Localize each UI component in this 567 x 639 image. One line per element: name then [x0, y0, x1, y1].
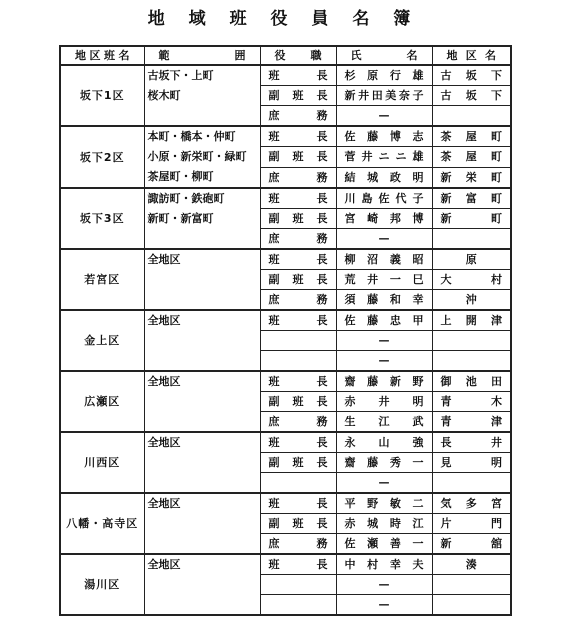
spaced-text: 班 長: [268, 192, 328, 205]
name-cell: [336, 65, 432, 86]
place-cell: 原: [432, 249, 511, 270]
role-cell: [260, 493, 336, 514]
role-cell: [260, 575, 336, 595]
range-cell: [144, 432, 260, 493]
name-cell: —: [336, 473, 432, 494]
range-cell: [144, 493, 260, 554]
range-line: 小原・新栄町・緑町: [147, 150, 247, 163]
table-body: [60, 65, 511, 615]
name-cell: [336, 188, 432, 209]
name-cell: [336, 453, 432, 473]
role-cell: [260, 554, 336, 575]
spaced-text: 荒 井 一 巳: [344, 273, 424, 286]
spaced-text: 古 坂 下: [440, 89, 502, 102]
name-cell: —: [336, 106, 432, 127]
range-cell: [144, 310, 260, 371]
role-cell: [260, 167, 336, 188]
page-title: 地 域 班 役 員 名 簿: [147, 9, 420, 29]
spaced-text: 大 村: [440, 273, 502, 286]
spaced-text: 班 長: [268, 436, 328, 449]
role-cell: [260, 473, 336, 494]
spaced-text: 副 班 長: [268, 212, 328, 225]
spaced-text: 茶 屋 町: [440, 130, 502, 144]
role-cell: [260, 209, 336, 229]
area-cell: 湯川区: [60, 554, 144, 615]
spaced-text: 気 多 宮: [440, 497, 502, 510]
table-row: [60, 126, 511, 147]
spaced-text: 氏 名: [350, 49, 418, 62]
role-cell: [260, 188, 336, 209]
role-cell: [260, 229, 336, 250]
range-line: 新町・新富町: [147, 212, 214, 225]
place-cell: [432, 595, 511, 616]
role-cell: [260, 86, 336, 106]
spaced-text: 新 井 田 美 奈 子: [344, 89, 424, 102]
spaced-text: 柳 沼 義 昭: [344, 253, 424, 266]
role-cell: [260, 106, 336, 127]
place-cell: [432, 65, 511, 86]
range-line: 全地区: [147, 558, 181, 571]
range-line: 全地区: [147, 375, 181, 388]
place-cell: [432, 229, 511, 250]
name-cell: —: [336, 331, 432, 351]
area-cell: 川西区: [60, 432, 144, 493]
spaced-text: 新 富 町: [440, 192, 502, 205]
area-cell: 金上区: [60, 310, 144, 371]
header-range: [144, 46, 260, 65]
role-cell: [260, 331, 336, 351]
range-cell: [144, 371, 260, 432]
table-row: [60, 493, 511, 514]
spaced-text: 中 村 幸 夫: [344, 558, 424, 571]
spaced-text: 地 区 班 名: [75, 49, 130, 62]
place-cell: [432, 167, 511, 188]
area-cell: 広瀬区: [60, 371, 144, 432]
range-line: 本町・橋本・仲町: [147, 130, 236, 143]
place-cell: [432, 493, 511, 514]
name-cell: [336, 310, 432, 331]
place-cell: [432, 575, 511, 595]
area-cell: 坂下3区: [60, 188, 144, 249]
name-cell: —: [336, 229, 432, 250]
place-cell: [432, 453, 511, 473]
role-cell: [260, 270, 336, 290]
table-row: [60, 432, 511, 453]
area-cell: 坂下2区: [60, 126, 144, 188]
role-cell: [260, 290, 336, 311]
place-cell: [432, 270, 511, 290]
role-cell: [260, 453, 336, 473]
place-cell: [432, 86, 511, 106]
table-row: [60, 310, 511, 331]
officer-table: [59, 45, 512, 616]
name-cell: [336, 249, 432, 270]
spaced-text: 副 班 長: [268, 150, 328, 164]
area-cell: 八幡・高寺区: [60, 493, 144, 554]
role-cell: [260, 371, 336, 392]
role-cell: [260, 147, 336, 167]
spaced-text: 副 班 長: [268, 456, 328, 469]
name-cell: [336, 534, 432, 555]
name-cell: [336, 493, 432, 514]
place-cell: [432, 534, 511, 555]
name-cell: [336, 432, 432, 453]
name-cell: [336, 392, 432, 412]
header-place: [432, 46, 511, 65]
role-cell: [260, 65, 336, 86]
spaced-text: 菅 井 ニ ニ 雄: [344, 150, 424, 164]
range-line: 全地区: [147, 436, 181, 449]
spaced-text: 班 長: [268, 558, 328, 571]
name-cell: [336, 554, 432, 575]
range-line: 全地区: [147, 497, 181, 510]
spaced-text: 齋 藤 新 野: [344, 375, 424, 388]
spaced-text: 班 長: [268, 375, 328, 388]
spaced-text: 杉 原 行 雄: [344, 69, 424, 82]
spaced-text: 佐 藤 博 志: [344, 130, 424, 144]
role-cell: [260, 412, 336, 433]
spaced-text: 須 藤 和 幸: [344, 293, 424, 306]
name-cell: [336, 270, 432, 290]
role-cell: [260, 392, 336, 412]
place-cell: [432, 432, 511, 453]
spaced-text: 御 池 田: [440, 375, 502, 388]
role-cell: [260, 249, 336, 270]
spaced-text: 佐 瀬 善 一: [344, 537, 424, 550]
spaced-text: 庶 務: [268, 537, 328, 550]
range-line: 桜木町: [147, 89, 181, 102]
header-area: [60, 46, 144, 65]
spaced-text: 上 開 津: [440, 314, 502, 327]
spaced-text: 役 職: [274, 49, 322, 62]
role-cell: [260, 351, 336, 372]
range-cell: [144, 126, 260, 188]
area-cell: 若宮区: [60, 249, 144, 310]
range-cell: [144, 188, 260, 249]
role-cell: [260, 514, 336, 534]
name-cell: [336, 86, 432, 106]
spaced-text: 庶 務: [268, 170, 328, 184]
spaced-text: 青 津: [440, 415, 502, 428]
spaced-text: 見 明: [440, 456, 502, 469]
table-row: [60, 249, 511, 270]
name-cell: [336, 514, 432, 534]
range-line: 全地区: [147, 314, 181, 327]
place-cell: [432, 514, 511, 534]
name-cell: [336, 290, 432, 311]
spaced-text: 班 長: [268, 314, 328, 327]
spaced-text: 平 野 敏 二: [344, 497, 424, 510]
spaced-text: 長 井: [440, 436, 502, 449]
name-cell: [336, 126, 432, 147]
spaced-text: 副 班 長: [268, 273, 328, 286]
spaced-text: 茶 屋 町: [440, 150, 502, 164]
spaced-text: 新 舘: [440, 537, 502, 550]
spaced-text: 副 班 長: [268, 517, 328, 530]
spaced-text: 副 班 長: [268, 395, 328, 408]
name-cell: [336, 209, 432, 229]
spaced-text: 宮 崎 邦 博: [344, 212, 424, 225]
spaced-text: 結 城 政 明: [344, 170, 424, 184]
name-cell: —: [336, 575, 432, 595]
spaced-text: 班 長: [268, 130, 328, 144]
place-cell: 湊: [432, 554, 511, 575]
place-cell: [432, 209, 511, 229]
area-cell: 坂下1区: [60, 65, 144, 126]
range-line: 古坂下・上町: [147, 69, 214, 82]
spaced-text: 班 長: [268, 69, 328, 82]
spaced-text: 川 島 佐 代 子: [344, 192, 424, 205]
place-cell: [432, 371, 511, 392]
role-cell: [260, 310, 336, 331]
spaced-text: 庶 務: [268, 109, 328, 122]
spaced-text: 班 長: [268, 253, 328, 266]
spaced-text: 古 坂 下: [440, 69, 502, 82]
spaced-text: 庶 務: [268, 232, 328, 245]
place-cell: [432, 351, 511, 372]
place-cell: [432, 106, 511, 127]
role-cell: [260, 595, 336, 616]
spaced-text: 副 班 長: [268, 89, 328, 102]
place-cell: [432, 147, 511, 167]
spaced-text: 赤 城 時 江: [344, 517, 424, 530]
place-cell: [432, 310, 511, 331]
spaced-text: 永 山 強: [344, 436, 424, 449]
place-cell: [432, 188, 511, 209]
name-cell: —: [336, 595, 432, 616]
name-cell: [336, 412, 432, 433]
range-cell: [144, 249, 260, 310]
table-row: [60, 188, 511, 209]
role-cell: [260, 126, 336, 147]
spaced-text: 範 囲: [158, 49, 246, 62]
spaced-text: 生 江 武: [344, 415, 424, 428]
spaced-text: 庶 務: [268, 415, 328, 428]
place-cell: [432, 392, 511, 412]
spaced-text: 地 区 名: [446, 49, 496, 62]
spaced-text: 齋 藤 秀 一: [344, 456, 424, 469]
role-cell: [260, 534, 336, 555]
place-cell: [432, 412, 511, 433]
place-cell: [432, 473, 511, 494]
range-line: 全地区: [147, 253, 181, 266]
range-line: 諏訪町・鉄砲町: [147, 192, 225, 205]
header-row: [60, 46, 511, 65]
place-cell: [432, 126, 511, 147]
table-row: [60, 371, 511, 392]
header-name: [336, 46, 432, 65]
header-role: [260, 46, 336, 65]
spaced-text: 新 栄 町: [440, 170, 502, 184]
name-cell: [336, 167, 432, 188]
place-cell: [432, 331, 511, 351]
table-row: [60, 65, 511, 86]
name-cell: [336, 371, 432, 392]
table-row: [60, 554, 511, 575]
spaced-text: 赤 井 明: [344, 395, 424, 408]
name-cell: [336, 147, 432, 167]
spaced-text: 佐 藤 忠 甲: [344, 314, 424, 327]
spaced-text: 新 町: [440, 212, 502, 225]
place-cell: 沖: [432, 290, 511, 311]
range-cell: [144, 554, 260, 615]
spaced-text: 班 長: [268, 497, 328, 510]
spaced-text: 青 木: [440, 395, 502, 408]
name-cell: —: [336, 351, 432, 372]
role-cell: [260, 432, 336, 453]
range-cell: [144, 65, 260, 126]
spaced-text: 庶 務: [268, 293, 328, 306]
spaced-text: 片 門: [440, 517, 502, 530]
range-line: 茶屋町・柳町: [147, 170, 214, 183]
